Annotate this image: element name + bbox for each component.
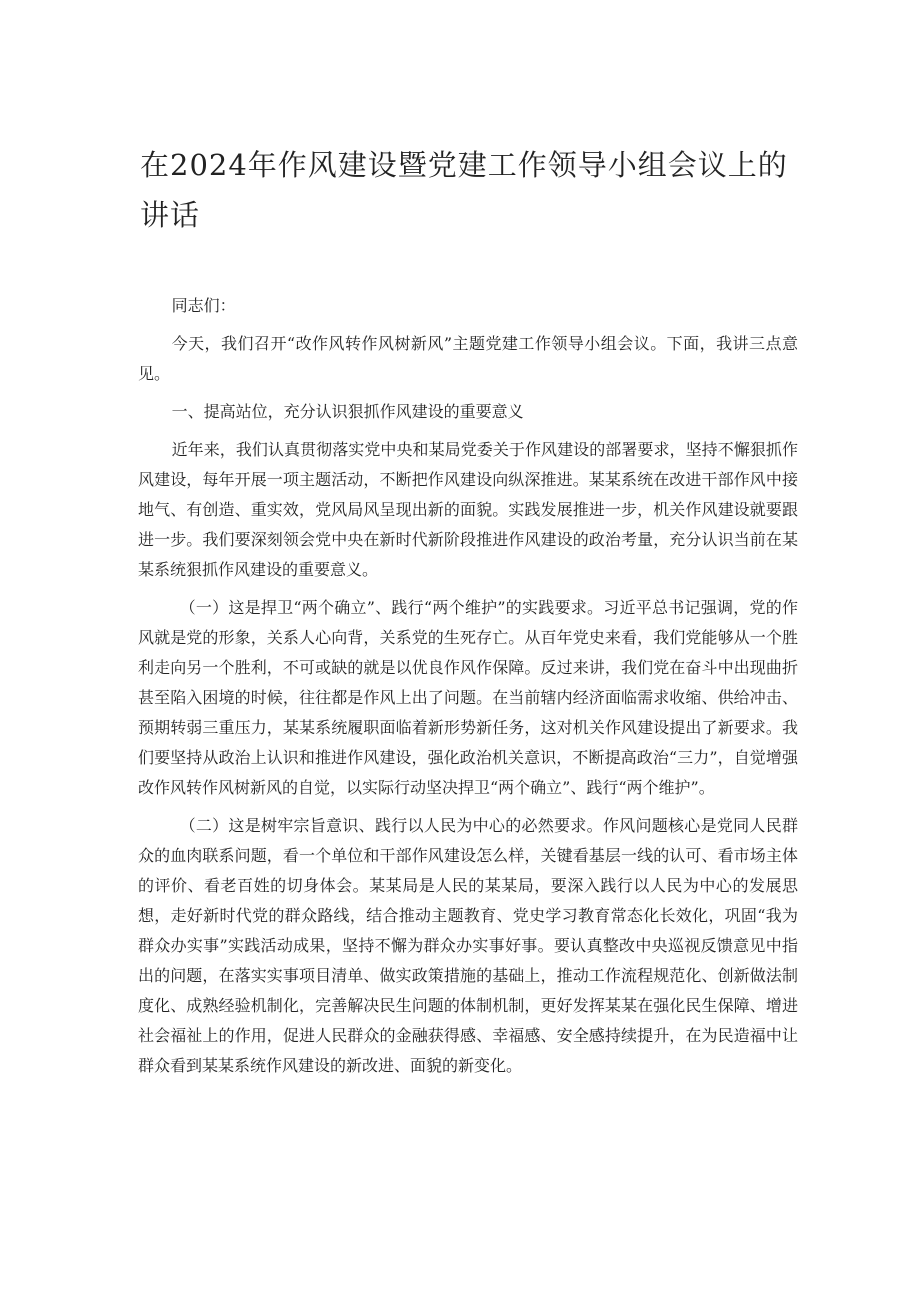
- intro-paragraph: 今天，我们召开“改作风转作风树新风”主题党建工作领导小组会议。下面，我讲三点意见。: [138, 334, 798, 383]
- document-body: [138, 291, 798, 1089]
- salutation-paragraph: 同志们：: [171, 296, 236, 315]
- document-title: 在2024年作风建设暨党建工作领导小组会议上的讲话: [140, 148, 788, 232]
- subsection-paragraph-2: （二）这是树牢宗旨意识、践行以人民为中心的必然要求。作风问题核心是党同人民群众的血肉联系问题，看一个单位和干部作风建设怎么样，关键看基层一线的认可、看市场主体的评价、看老百姓的切身体会。某某局是人民的某某局，要深入践行以人民为中心的发展思想，走好新时代党的群众路线，结合推动主题教育、党史学习教育常态化长效化，巩固“我为群众办实事”实践活动成果，坚持不懈为群众办实事好事。要认真整改中央巡视反馈意见中指出的问题，在落实实事项目清单、做实政策措施的基础上，推动工作流程规范化、创新做法制度化、成熟经验机制化，完善解决民生问题的体制机制，更好发挥某某在强化民生保障、增进社会福祉上的作用，促进人民群众的金融获得感、幸福感、安全感持续提升，在为民造福中让群众看到某某系统作风建设的新改进、面貌的新变化。: [138, 816, 798, 1075]
- body-paragraph: 近年来，我们认真贯彻落实党中央和某局党委关于作风建设的部署要求，坚持不懈狠抓作风建设，每年开展一项主题活动，不断把作风建设向纵深推进。某某系统在改进干部作风中接地气、有创造、重实效，党风局风呈现出新的面貌。实践发展推进一步，机关作风建设就要跟进一步。我们要深刻领会党中央在新时代新阶段推进作风建设的政治考量，充分认识当前在某某系统狠抓作风建设的重要意义。: [138, 440, 798, 579]
- subsection-paragraph-1: （一）这是捍卫“两个确立”、践行“两个维护”的实践要求。习近平总书记强调，党的作风就是党的形象，关系人心向背，关系党的生死存亡。从百年党史来看，我们党能够从一个胜利走向另一个胜利，不可或缺的就是以优良作风作保障。反过来讲，我们党在奋斗中出现曲折甚至陷入困境的时候，往往都是作风上出了问题。在当前辖内经济面临需求收缩、供给冲击、预期转弱三重压力，某某系统履职面临着新形势新任务，这对机关作风建设提出了新要求。我们要坚持从政治上认识和推进作风建设，强化政治机关意识，不断提高政治“三力”，自觉增强改作风转作风树新风的自觉，以实际行动坚决捍卫“两个确立”、践行“两个维护”。: [138, 598, 798, 797]
- section-heading-1: 一、提高站位，充分认识狠抓作风建设的重要意义: [171, 402, 524, 421]
